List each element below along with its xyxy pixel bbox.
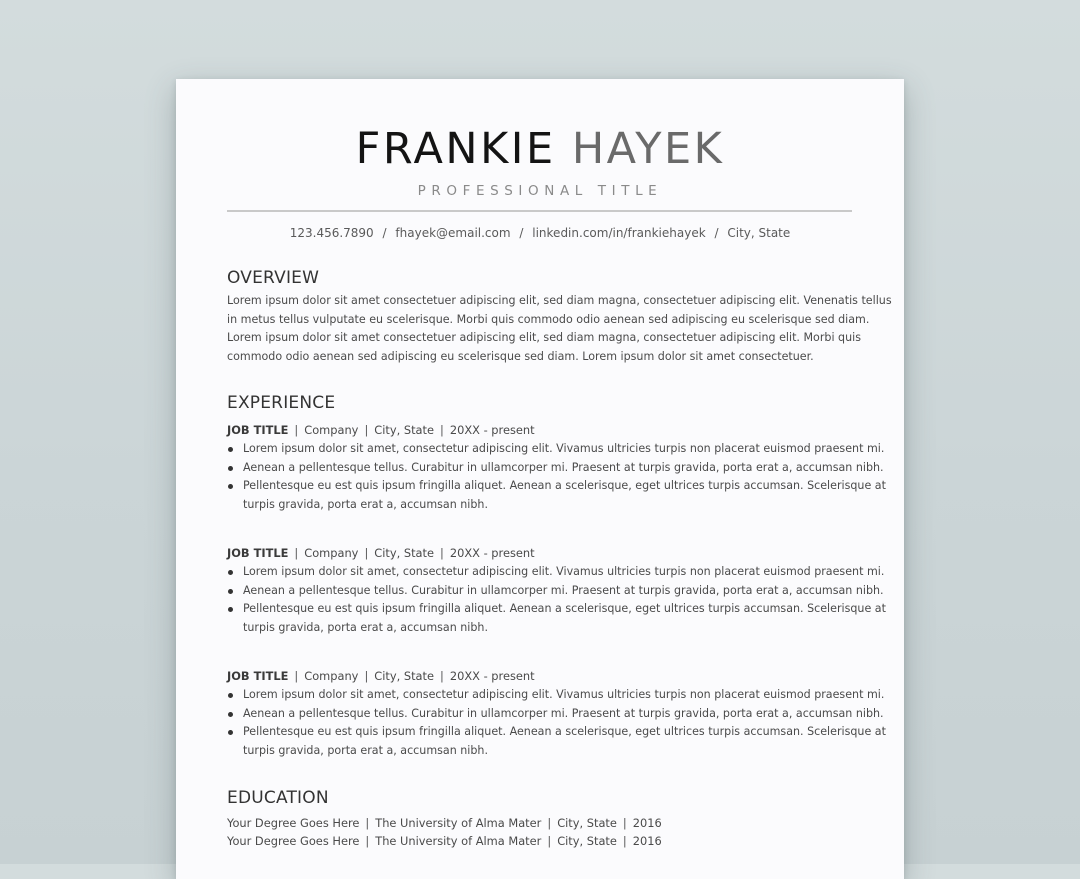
job-separator: | [440,546,444,560]
bullet-item [227,582,884,601]
job-separator: | [364,546,369,560]
education-separator: | [622,834,627,848]
bullet-text: Pellentesque eu est quis ipsum fringilla aliquet. Aenean a scelerisque, eget ultrices turpis accumsan. Scelerisque at [243,725,886,739]
job-company: Company [304,423,359,437]
education-separator: | [365,834,370,848]
bullet-dot-icon [228,693,233,698]
job-header [227,544,857,563]
overview-line: Lorem ipsum dolor sit amet consectetuer adipiscing elit, sed diam magna, consectetuer adipiscing elit. Venenatis tellus [227,294,892,307]
bullet-dot-icon [228,570,233,575]
contact-phone: 123.456.7890 [289,226,374,240]
education-separator: | [547,816,552,830]
bullet-text: Lorem ipsum dolor sit amet, consectetur adipiscing elit. Vivamus ultricies turpis non placerat euismod praesent mi. [243,442,885,455]
job-separator: | [294,546,299,560]
overview-line: in metus tellus vulputate eu scelerisque. Morbi quis commodo odio aenean sed adipiscing eu scelerisque sed diam. [227,312,870,326]
bullet-dot-icon [228,589,233,594]
name-first: FRANKIE [355,124,556,174]
education-location: City, State [557,834,617,848]
job-location: City, State [374,546,434,560]
overview-line: commodo odio aenean sed adipiscing eu scelerisque sed diam. Lorem ipsum dolor sit amet consectetuer. [227,350,814,364]
bullet-dot-icon [228,484,233,489]
name-last: HAYEK [571,124,725,174]
job-company: Company [304,669,359,683]
education-entry [227,832,662,850]
job-separator: | [364,423,369,437]
job-dates: 20XX - present [449,669,535,683]
bullet-text: Lorem ipsum dolor sit amet, consectetur adipiscing elit. Vivamus ultricies turpis non placerat euismod praesent mi. [243,688,885,701]
education-heading: EDUCATION [227,788,329,808]
bullet-item [227,705,884,724]
job-separator: | [440,423,444,437]
bullet-text: turpis gravida, porta erat a, accumsan nibh. [243,498,488,512]
bullet-item [227,459,884,478]
job-separator: | [294,423,299,437]
bullet-item [227,686,885,705]
job-location: City, State [374,423,434,437]
header-divider [227,210,852,212]
bullet-dot-icon [228,447,233,452]
bullet-text: Pellentesque eu est quis ipsum fringilla aliquet. Aenean a scelerisque, eget ultrices turpis accumsan. Scelerisque at [243,602,886,616]
overview-text [227,292,892,367]
contact-separator: / [382,226,387,240]
education-entry [227,814,662,832]
education-school: The University of Alma Mater [375,816,542,830]
overview-heading: OVERVIEW [227,268,320,288]
job-header [227,667,857,686]
job-entry [227,421,886,515]
education-school: The University of Alma Mater [375,834,542,848]
bullet-item [227,600,886,637]
bullet-text: turpis gravida, porta erat a, accumsan nibh. [243,744,488,758]
job-location: City, State [374,669,434,683]
job-dates: 20XX - present [449,423,535,437]
bullet-dot-icon [228,607,233,612]
education-separator: | [547,834,552,848]
job-company: Company [304,546,359,560]
contact-linkedin: linkedin.com/in/frankiehayek [532,226,706,240]
bullet-text: Aenean a pellentesque tellus. Curabitur in ullamcorper mi. Praesent at turpis gravida, porta erat a, accumsan nibh. [243,706,884,720]
job-title: JOB TITLE [227,423,289,437]
bullet-dot-icon [228,730,233,735]
job-separator: | [440,669,444,683]
education-degree: Your Degree Goes Here [227,834,360,848]
bullet-dot-icon [228,712,233,717]
job-title: JOB TITLE [227,546,289,560]
education-separator: | [622,816,627,830]
bullet-item [227,440,885,459]
job-header [227,421,857,440]
education-year: 2016 [632,816,662,830]
job-title: JOB TITLE [227,669,289,683]
job-entry [227,544,886,638]
job-entry [227,667,886,761]
education-degree: Your Degree Goes Here [227,816,360,830]
education-separator: | [365,816,370,830]
job-bullets [227,686,886,761]
bullet-item [227,477,886,514]
contact-email: fhayek@email.com [395,226,511,240]
job-separator: | [294,669,299,683]
bullet-item [227,723,886,760]
job-separator: | [364,669,369,683]
bullet-text: Aenean a pellentesque tellus. Curabitur in ullamcorper mi. Praesent at turpis gravida, porta erat a, accumsan nibh. [243,460,884,474]
overview-line: Lorem ipsum dolor sit amet consectetuer adipiscing elit, sed diam magna, consectetuer adipiscing elit. Morbi quis [227,331,861,345]
job-dates: 20XX - present [449,546,535,560]
education-year: 2016 [632,834,662,848]
job-bullets [227,563,886,638]
contact-line [176,225,904,241]
experience-heading: EXPERIENCE [227,393,336,413]
bullet-text: Aenean a pellentesque tellus. Curabitur in ullamcorper mi. Praesent at turpis gravida, porta erat a, accumsan nibh. [243,583,884,597]
bullet-dot-icon [228,466,233,471]
candidate-name [176,123,904,175]
job-bullets [227,440,886,515]
resume-page [176,79,904,879]
bullet-text: Pellentesque eu est quis ipsum fringilla aliquet. Aenean a scelerisque, eget ultrices turpis accumsan. Scelerisque at [243,479,886,493]
contact-separator: / [714,226,719,240]
contact-separator: / [519,226,524,240]
contact-location: City, State [727,226,791,240]
education-location: City, State [557,816,617,830]
bullet-text: Lorem ipsum dolor sit amet, consectetur adipiscing elit. Vivamus ultricies turpis non placerat euismod praesent mi. [243,565,885,578]
bullet-text: turpis gravida, porta erat a, accumsan nibh. [243,621,488,635]
professional-title: PROFESSIONAL TITLE [417,183,663,199]
bullet-item [227,563,885,582]
